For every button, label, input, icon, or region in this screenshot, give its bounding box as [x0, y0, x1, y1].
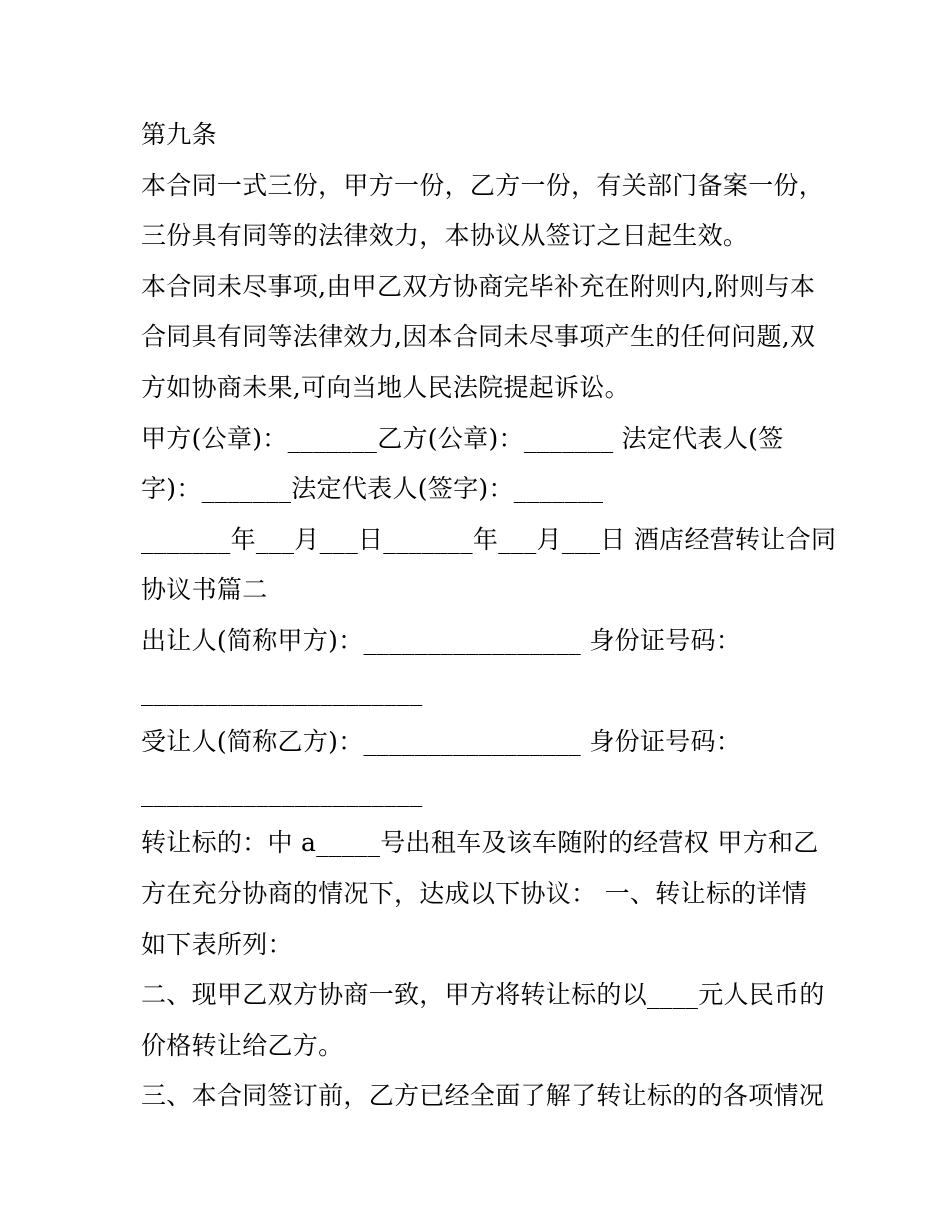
id-number-blank: ______________________ — [141, 777, 423, 807]
signature-line: 字)：_______法定代表人(签字)：_______ — [141, 474, 604, 504]
date-line: _______年___月___日_______年___月___日 酒店经营转让合同 — [141, 524, 837, 554]
document-body — [141, 110, 837, 1122]
paragraph-line: 方在充分协商的情况下，达成以下协议： 一、转让标的详情 — [141, 878, 808, 908]
signature-line: 甲方(公章)：_______乙方(公章)：_______ 法定代表人(签 — [141, 423, 784, 453]
article-heading: 第九条 — [141, 120, 217, 149]
transferee-line: 受让人(简称乙方)：_________________ 身份证号码： — [141, 727, 742, 757]
paragraph-line: 三份具有同等的法律效力，本协议从签订之日起生效。 — [141, 221, 749, 251]
section-title: 协议书篇二 — [141, 575, 268, 605]
paragraph-line: 本合同一式三份，甲方一份，乙方一份，有关部门备案一份， — [141, 170, 825, 200]
paragraph-line: 三、本合同签订前，乙方已经全面了解了转让标的的各项情况 — [141, 1081, 825, 1111]
paragraph-line: 方如协商未果,可向当地人民法院提起诉讼。 — [141, 372, 630, 402]
transferor-line: 出让人(简称甲方)：_________________ 身份证号码： — [141, 625, 742, 655]
paragraph-line: 本合同未尽事项,由甲乙双方协商完毕补充在附则内,附则与本 — [141, 271, 816, 301]
id-number-blank: ______________________ — [141, 676, 423, 706]
paragraph-line: 转让标的：中 a_____号出租车及该车随附的经营权 甲方和乙 — [141, 828, 819, 858]
paragraph-line: 合同具有同等法律效力,因本合同未尽事项产生的任何问题,双 — [141, 322, 816, 352]
paragraph-line: 二、现甲乙双方协商一致，甲方将转让标的以____元人民币的 — [141, 980, 825, 1010]
paragraph-line: 如下表所列： — [141, 929, 293, 959]
paragraph-line: 价格转让给乙方。 — [141, 1030, 344, 1060]
